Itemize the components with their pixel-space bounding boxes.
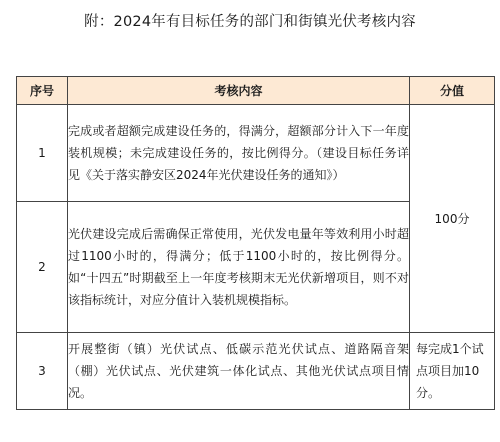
row-content: 完成或者超额完成建设任务的，得满分，超额部分计入下一年度装机规模；未完成建设任务的，按比例得分。（建设目标任务详见《关于落实静安区2024年光伏建设任务的通知》） xyxy=(68,105,410,202)
row-number: 2 xyxy=(17,202,68,333)
row-score: 每完成1个试点项目加10分。 xyxy=(410,333,495,410)
shared-score: 100分 xyxy=(410,105,495,333)
page-title: 附：2024年有目标任务的部门和街镇光伏考核内容 xyxy=(84,14,416,30)
row-content: 开展整街（镇）光伏试点、低碳示范光伏试点、道路隔音架（棚）光伏试点、光伏建筑一体化试点、其他光伏试点项目情况。 xyxy=(68,333,410,410)
row-content: 光伏建设完成后需确保正常使用，光伏发电量年等效利用小时超过1100小时的，得满分；低于1100小时的，按比例得分。如“十四五”时期截至上一年度考核期末无光伏新增项目，则不对该指标统计，对应分值计入装机规模指标。 xyxy=(68,202,410,333)
header-score: 分值 xyxy=(410,77,495,105)
table-row xyxy=(17,105,495,202)
header-content: 考核内容 xyxy=(68,77,410,105)
row-number: 1 xyxy=(17,105,68,202)
assessment-table xyxy=(16,76,495,410)
header-no: 序号 xyxy=(17,77,68,105)
row-number: 3 xyxy=(17,333,68,410)
table-header-row xyxy=(17,77,495,105)
table-row xyxy=(17,333,495,410)
